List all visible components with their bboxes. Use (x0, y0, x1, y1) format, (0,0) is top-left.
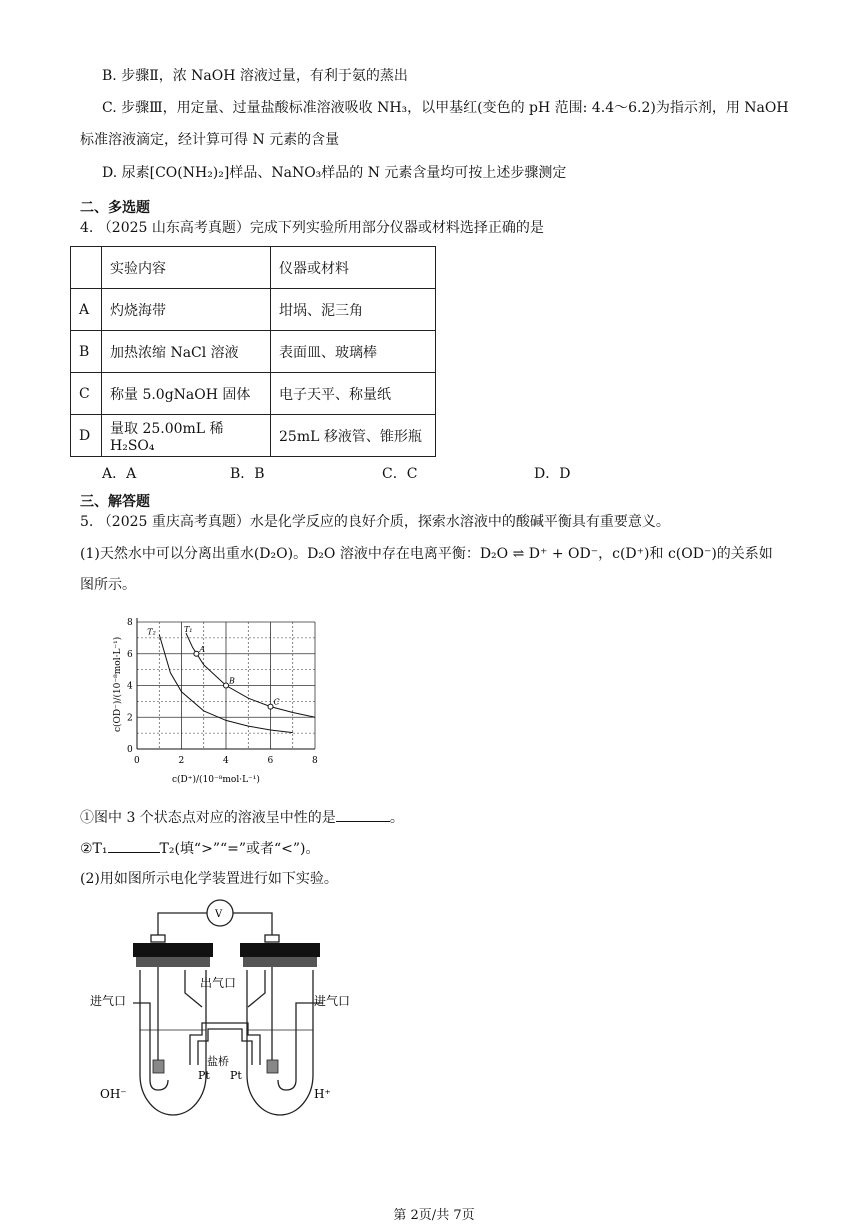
chart-points (194, 645, 280, 709)
state-point-label: B (229, 676, 235, 686)
y-tick-label: 0 (127, 745, 133, 755)
table-row (71, 289, 436, 331)
x-tick-label: 2 (178, 756, 185, 766)
q3-option-c-line2: 标准溶液滴定，经计算可得 N 元素的含量 (80, 132, 340, 148)
pt-left-label: Pt (198, 1069, 210, 1082)
q5-part2: (2)用如图所示电化学装置进行如下实验。 (80, 871, 338, 887)
ion-left-label: OH⁻ (100, 1087, 127, 1101)
x-tick-label: 4 (223, 756, 229, 766)
state-point (224, 683, 229, 688)
state-point (194, 651, 199, 656)
q5-sub1-end: 。 (389, 810, 404, 826)
state-point (268, 704, 273, 709)
tube-right (247, 970, 313, 1115)
pt-right-label: Pt (230, 1069, 242, 1082)
answer-blank-2[interactable] (108, 838, 160, 853)
table-cell: 坩埚、泥三角 (271, 289, 436, 331)
q5-sub2 (80, 838, 320, 858)
q4-option-b: B．B (230, 466, 265, 482)
table-cell: 称量 5.0gNaOH 固体 (102, 373, 271, 415)
q5-stem: 5. （2025 重庆高考真题）水是化学反应的良好介质，探索水溶液中的酸碱平衡具有重要意义。 (80, 514, 670, 530)
table-cell (71, 247, 102, 289)
q4-stem: 4. （2025 山东高考真题）完成下列实验所用部分仪器或材料选择正确的是 (80, 220, 544, 236)
y-tick-label: 2 (127, 713, 133, 724)
table-row (71, 415, 436, 457)
ion-right-label: H⁺ (314, 1087, 331, 1101)
wire-left (158, 913, 207, 935)
cd-vs-cod-chart (110, 610, 335, 790)
stopper-right (240, 943, 320, 957)
gas-inlet-right (278, 1003, 323, 1090)
stopper-right-base (243, 957, 317, 967)
section-title-answer: 三、解答题 (80, 494, 150, 510)
voltmeter-label: V (215, 909, 223, 920)
y-axis-label: c(OD⁻)/(10⁻⁸mol·L⁻¹) (113, 636, 123, 732)
salt-bridge-label: 盐桥 (207, 1055, 229, 1068)
inlet-left-label: 进气口 (90, 994, 127, 1008)
x-tick-label: 0 (134, 756, 140, 766)
page-footer: 第 2页/共 7页 (393, 1208, 475, 1223)
table-row (71, 331, 436, 373)
q5-part1-line2: 图所示。 (80, 577, 136, 593)
stopper-left (133, 943, 213, 957)
q4-option-a: A．A (102, 466, 137, 482)
table-row (71, 373, 436, 415)
q5-sub2-end: T₂(填“>”“=”或者“<”)。 (159, 841, 320, 857)
answer-blank-1[interactable] (336, 807, 390, 822)
table-cell: 表面皿、玻璃棒 (271, 331, 436, 373)
gas-inlet-left (133, 1003, 168, 1090)
y-tick-label: 6 (127, 649, 133, 660)
q4-option-c: C．C (382, 466, 418, 482)
table-cell: 量取 25.00mL 稀 H₂SO₄ (102, 415, 271, 457)
outlet-label: 出气口 (200, 976, 237, 990)
terminal-right (265, 935, 279, 942)
table-cell: 灼烧海带 (102, 289, 271, 331)
table-cell: C (71, 373, 102, 415)
table-cell: 加热浓缩 NaCl 溶液 (102, 331, 271, 373)
pt-electrode-right (267, 1060, 278, 1073)
q5-sub1-text: ①图中 3 个状态点对应的溶液呈中性的是 (80, 810, 336, 826)
pt-electrode-left (153, 1060, 164, 1073)
x-tick-label: 6 (267, 756, 274, 766)
chart-series (159, 633, 315, 733)
q5-part1-line1: (1)天然水中可以分离出重水(D₂O)。D₂O 溶液中存在电离平衡：D₂O ⇌ D⁺ + OD⁻，c(D⁺)和 c(OD⁻)的关系如 (80, 546, 773, 562)
y-tick-label: 4 (127, 681, 133, 692)
q3-option-b: B. 步骤Ⅱ，浓 NaOH 溶液过量，有利于氨的蒸出 (102, 68, 408, 84)
q4-table (70, 246, 436, 457)
series-label: T₁ (183, 625, 193, 635)
terminal-left (151, 935, 165, 942)
table-cell: 电子天平、称量纸 (271, 373, 436, 415)
q4-option-d: D．D (534, 466, 571, 482)
gas-outlet-right (248, 970, 265, 1007)
table-header: 实验内容 (102, 247, 271, 289)
state-point-label: C (273, 697, 280, 707)
series-curve-1 (186, 633, 315, 717)
q5-sub1 (80, 807, 404, 827)
table-row (71, 247, 436, 289)
table-cell: A (71, 289, 102, 331)
x-axis-label: c(D⁺)/(10⁻⁸mol·L⁻¹) (172, 775, 260, 785)
stopper-left-base (136, 957, 210, 967)
q3-option-d: D. 尿素[CO(NH₂)₂]样品、NaNO₃样品的 N 元素含量均可按上述步骤测定 (102, 165, 567, 181)
electrochemical-apparatus-diagram (90, 895, 370, 1130)
y-tick-label: 8 (127, 618, 133, 628)
x-tick-label: 8 (312, 756, 318, 766)
wire-right (233, 913, 272, 935)
table-cell: D (71, 415, 102, 457)
q3-option-c-line1: C. 步骤Ⅲ，用定量、过量盐酸标准溶液吸收 NH₃，以甲基红(变色的 pH 范围: 4.4～6.2)为指示剂，用 NaOH (102, 100, 789, 116)
section-title-multi-choice: 二、多选题 (80, 200, 150, 216)
series-label: T₂ (147, 627, 156, 637)
state-point-label: A (199, 644, 206, 654)
table-header: 仪器或材料 (271, 247, 436, 289)
q5-sub2-text: ②T₁ (80, 841, 108, 857)
table-cell: 25mL 移液管、锥形瓶 (271, 415, 436, 457)
table-cell: B (71, 331, 102, 373)
inlet-right-label: 进气口 (314, 994, 351, 1008)
